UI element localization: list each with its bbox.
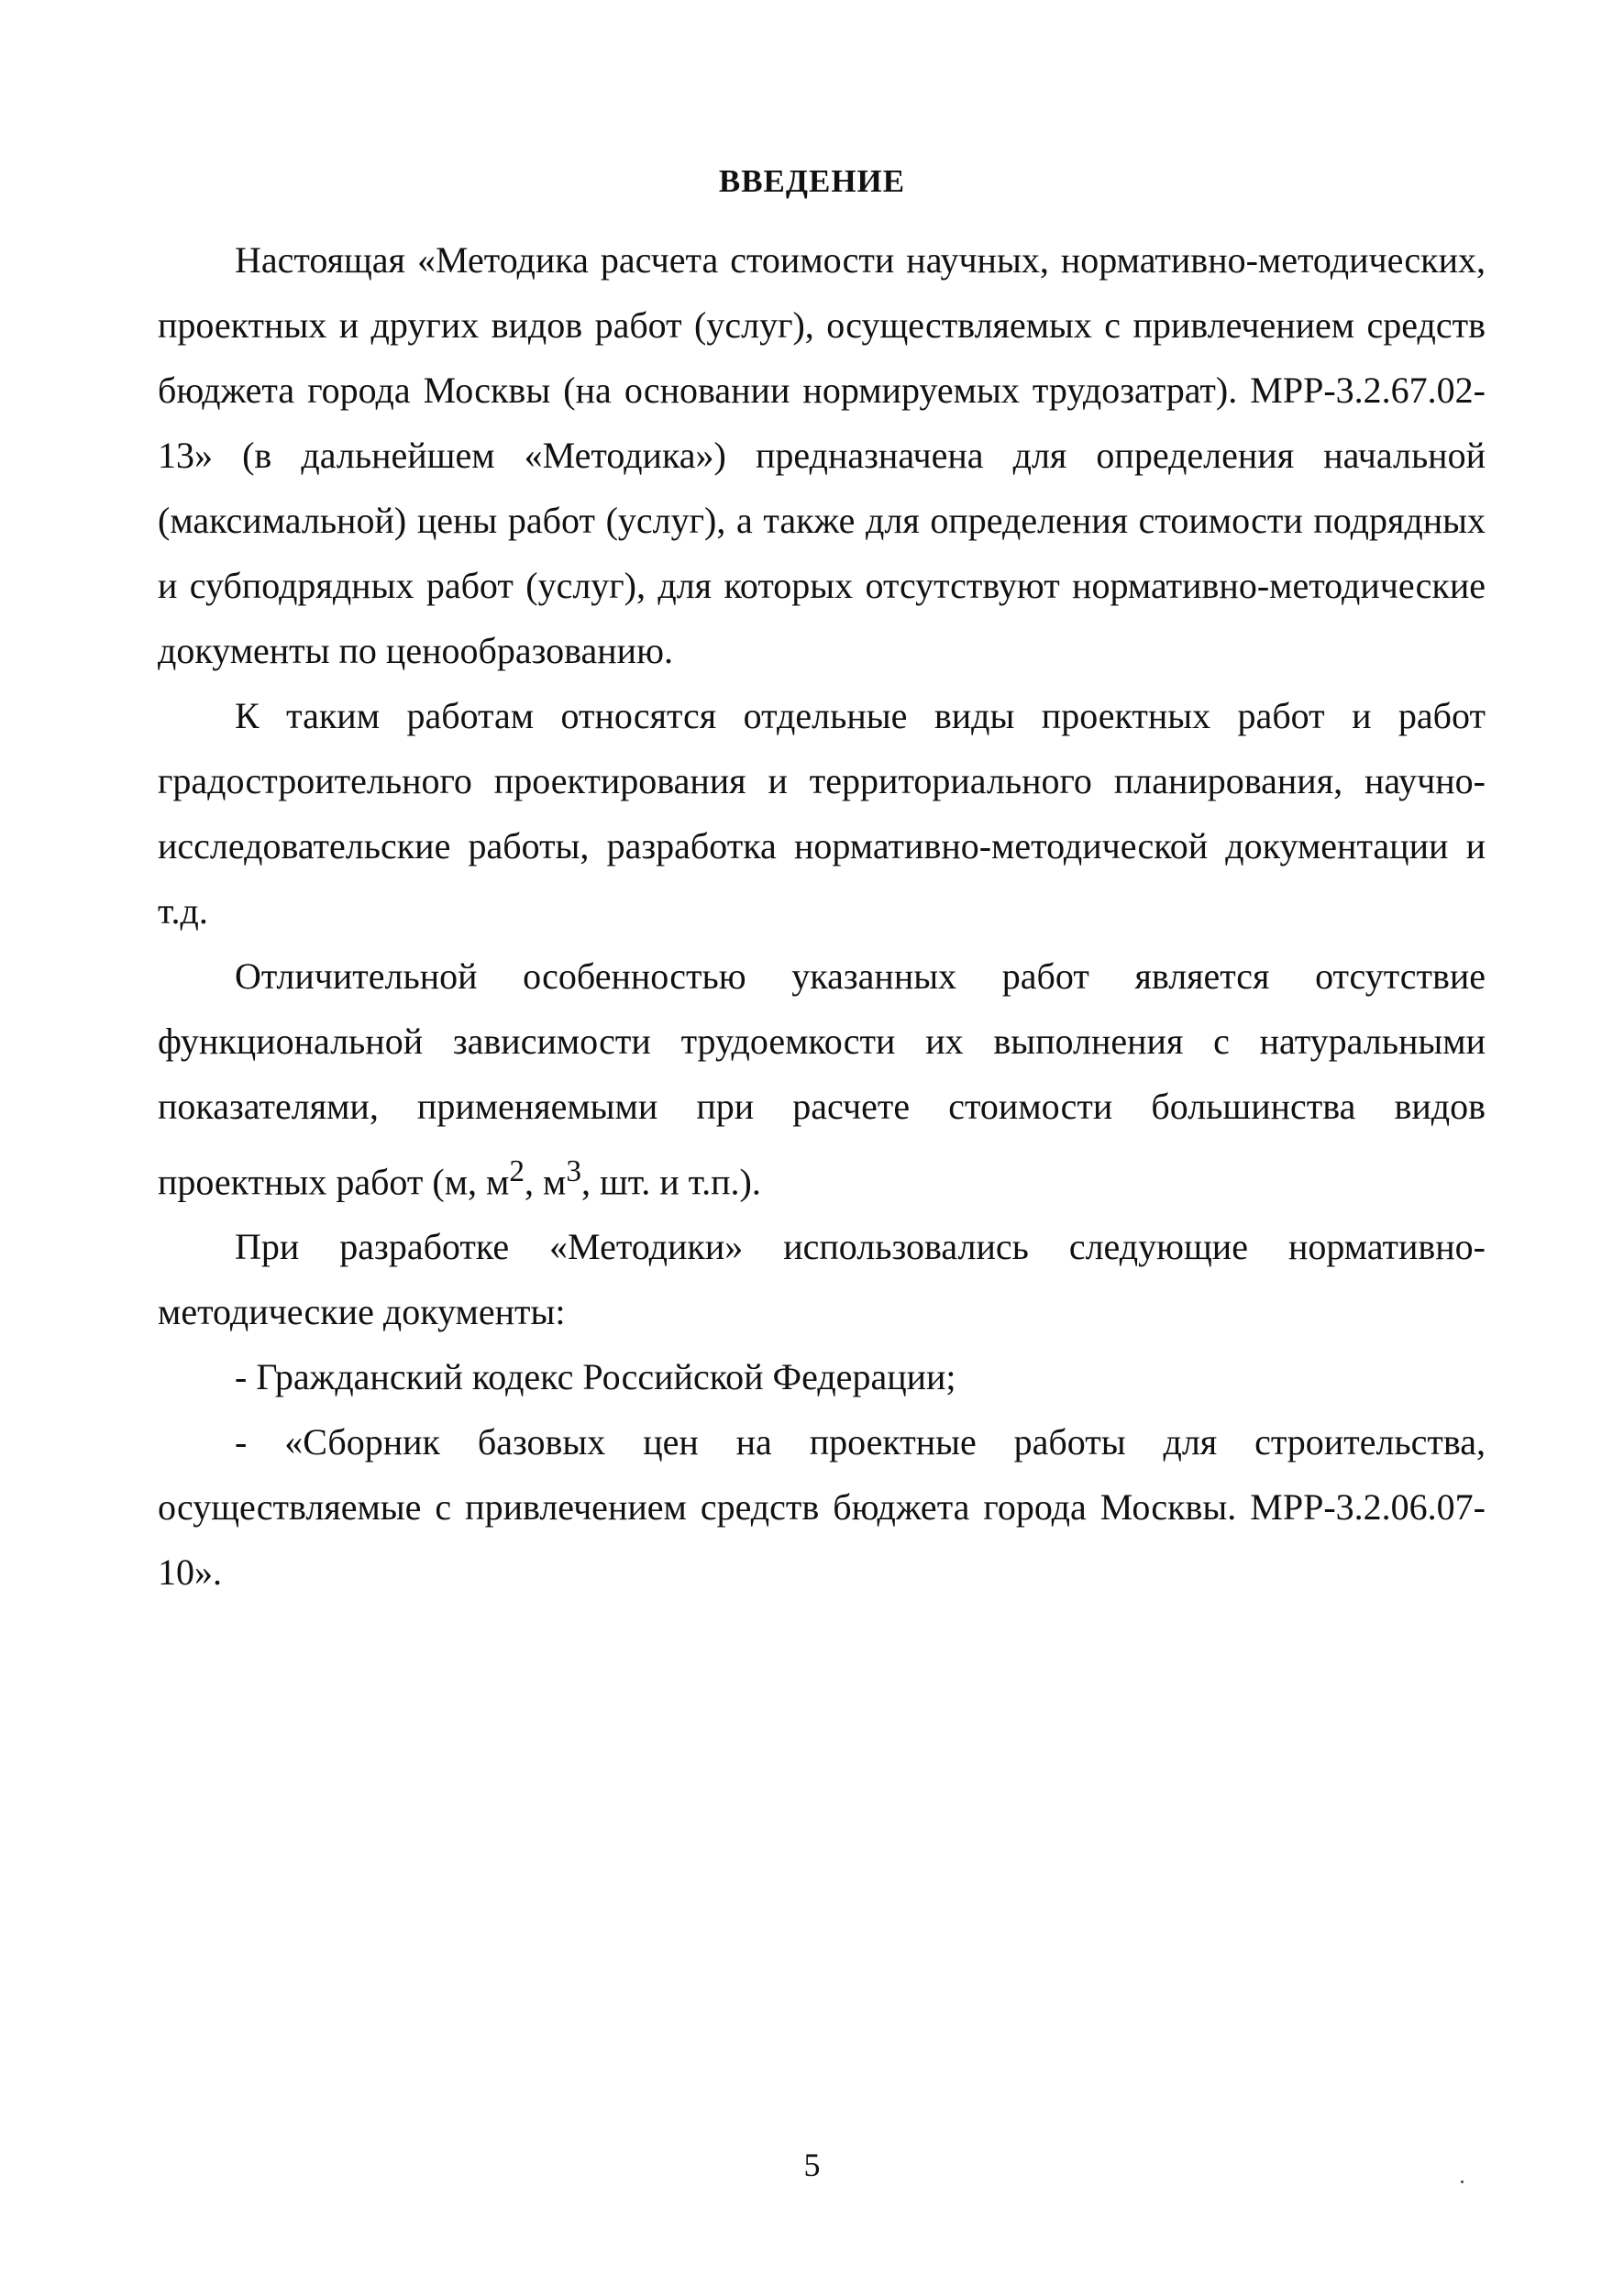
page-number: 5 [803, 2147, 821, 2183]
paragraph-intro: Настоящая «Методика расчета стоимости научных, нормативно-методических, проектных и других видов работ (услуг), осуществляемых с привлечением средств бюджета города Москвы (на основании нормируемых трудозатрат). МРР-3.2.67.02-13» (в дальнейшем «Методика») предназначена для определения начальной (максимальной) цены работ (услуг), а также для определения стоимости подрядных и субподрядных работ (услуг), для которых отсутствуют нормативно-методические документы по ценообразованию. [158, 239, 1486, 671]
paragraph-distinctive-feature [158, 944, 1486, 1214]
superscript-2: 2 [509, 1154, 525, 1188]
paragraph-work-types: К таким работам относятся отдельные виды проектных работ и работ градостроительного проектирования и территориального планирования, научно-исследовательские работы, разработка нормативно-методической документации и т.д. [158, 695, 1486, 932]
paragraph-text-middle: , м [525, 1161, 567, 1203]
list-item-civil-code: - Гражданский кодекс Российской Федерации; [235, 1356, 956, 1398]
superscript-3: 3 [566, 1154, 581, 1188]
paragraph-references-intro: При разработке «Методики» использовались следующие нормативно-методические документы: [158, 1226, 1486, 1333]
paragraph-text-after: , шт. и т.п.). [580, 1161, 761, 1203]
document-body [158, 227, 1486, 1605]
paragraph-text-before: Отличительной особенностью указанных работ является отсутствие функциональной зависимости трудоемкости их выполнения с натуральными показателями, применяемыми при расчете стоимости большинства видов проектных работ (м, м [158, 955, 1486, 1203]
scan-speck [1461, 2180, 1464, 2183]
section-title: ВВЕДЕНИЕ [718, 163, 906, 199]
list-item-price-collection: - «Сборник базовых цен на проектные работы для строительства, осуществляемые с привлечением средств бюджета города Москвы. МРР-3.2.06.07-10». [158, 1421, 1486, 1594]
